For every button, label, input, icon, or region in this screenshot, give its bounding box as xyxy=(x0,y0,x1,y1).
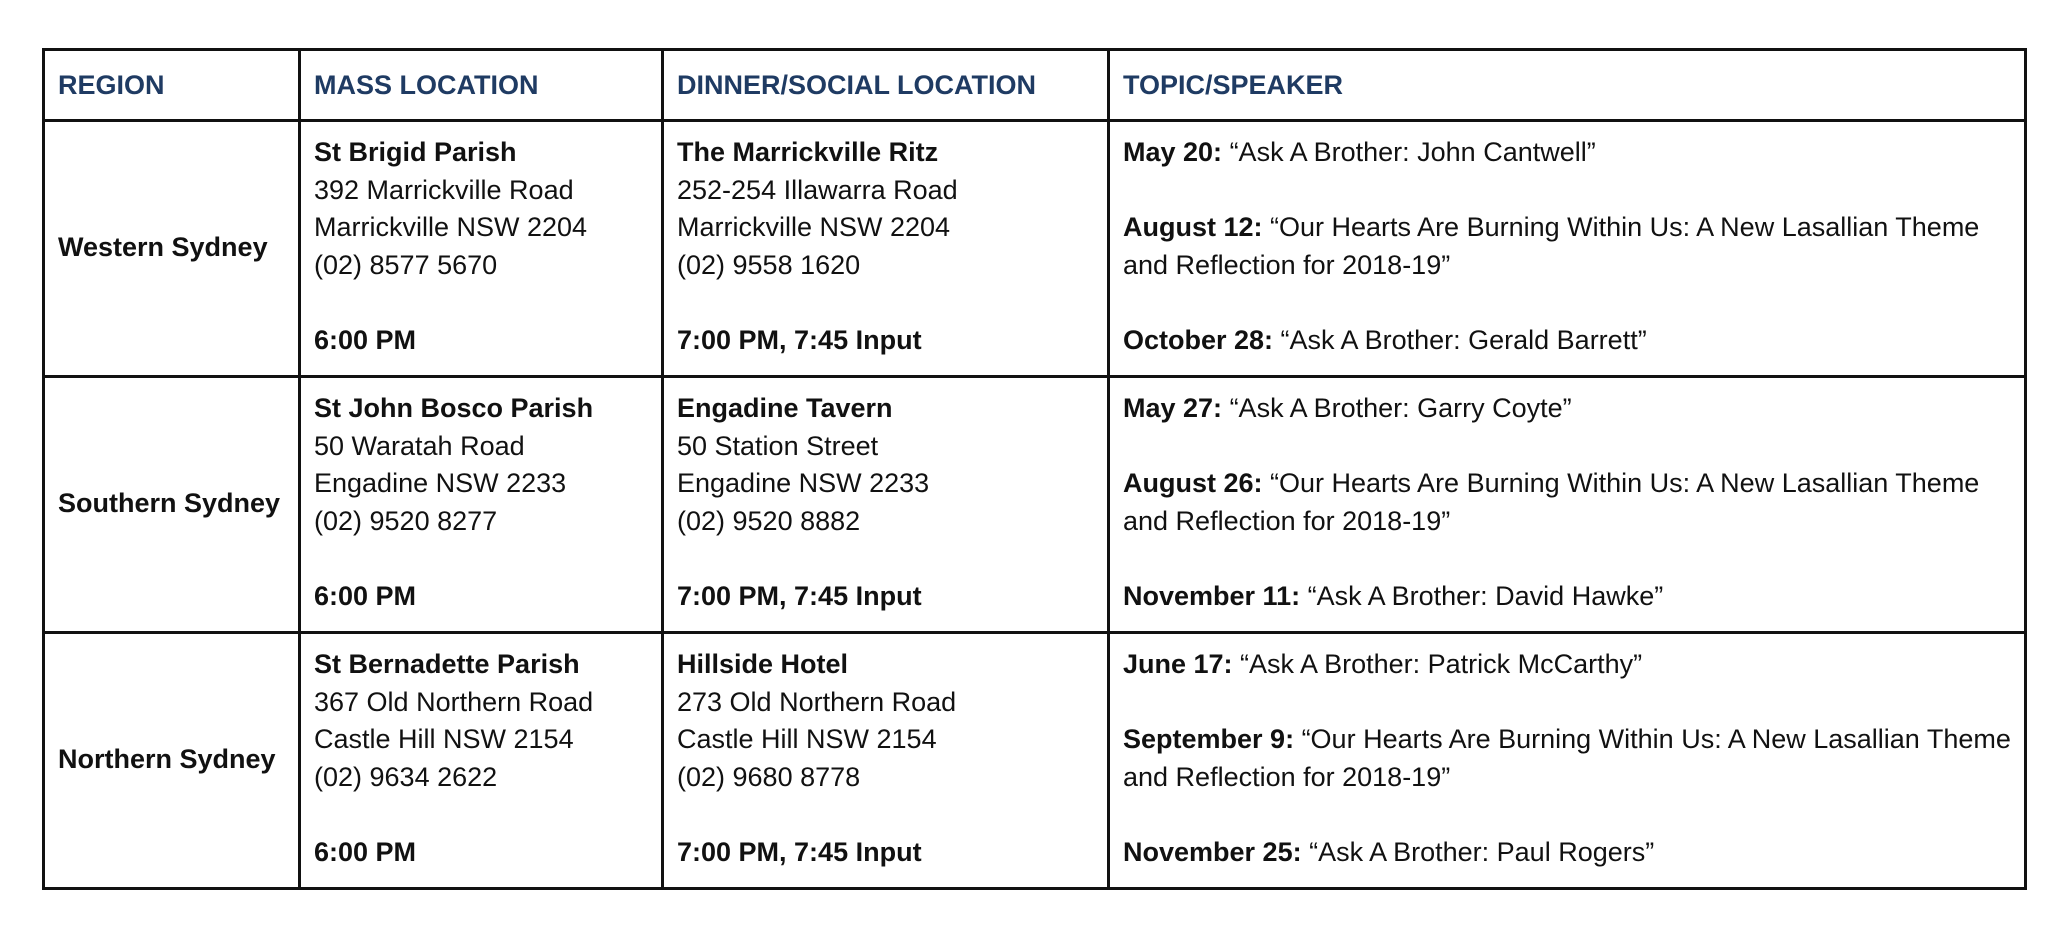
header-region: REGION xyxy=(44,50,300,121)
topic-entry xyxy=(1123,834,2011,872)
table-row xyxy=(44,121,2026,377)
mass-phone: (02) 8577 5670 xyxy=(314,249,498,280)
header-row xyxy=(44,50,2026,121)
topic-date: August 26: xyxy=(1123,468,1263,498)
dinner-address: 50 Station Street xyxy=(677,430,879,461)
topic-date: November 11: xyxy=(1123,580,1301,611)
topic-entry xyxy=(1123,134,2011,172)
mass-time: 6:00 PM xyxy=(314,324,417,355)
dinner-suburb: Marrickville NSW 2204 xyxy=(677,212,951,242)
topic-text: “Ask A Brother: Gerald Barrett” xyxy=(1273,324,1647,355)
region-cell: Western Sydney xyxy=(44,121,300,377)
mass-time: 6:00 PM xyxy=(314,836,417,867)
topic-text: “Ask A Brother: David Hawke” xyxy=(1300,580,1664,611)
mass-suburb: Castle Hill NSW 2154 xyxy=(314,724,574,754)
dinner-time: 7:00 PM, 7:45 Input xyxy=(677,836,922,867)
topic-entry xyxy=(1123,390,2011,428)
mass-location-cell xyxy=(300,121,663,377)
topic-date: June 17: xyxy=(1123,649,1233,679)
topic-speaker-cell xyxy=(1109,633,2026,889)
dinner-location-cell xyxy=(663,377,1109,633)
mass-location-cell xyxy=(300,633,663,889)
mass-phone: (02) 9520 8277 xyxy=(314,505,498,536)
topic-entry xyxy=(1123,465,2011,540)
mass-venue-name: St John Bosco Parish xyxy=(314,393,594,423)
topic-entry xyxy=(1123,578,2011,616)
topic-date: October 28: xyxy=(1123,324,1274,355)
mass-address: 367 Old Northern Road xyxy=(314,686,594,717)
topic-text: “Our Hearts Are Burning Within Us: A New Lasallian Theme and Reflection for 2018-19” xyxy=(1123,468,1980,536)
topic-date: November 25: xyxy=(1123,836,1302,867)
schedule-table xyxy=(42,48,2027,890)
topic-speaker-cell xyxy=(1109,121,2026,377)
mass-phone: (02) 9634 2622 xyxy=(314,761,498,792)
topic-date: May 27: xyxy=(1123,393,1223,423)
topic-speaker-cell xyxy=(1109,377,2026,633)
topic-entry xyxy=(1123,322,2011,360)
dinner-time: 7:00 PM, 7:45 Input xyxy=(677,580,922,611)
topic-date: August 12: xyxy=(1123,212,1263,242)
header-topic-speaker: TOPIC/SPEAKER xyxy=(1109,50,2026,121)
topic-text: “Our Hearts Are Burning Within Us: A New Lasallian Theme and Reflection for 2018-19” xyxy=(1123,212,1980,280)
topic-text: “Ask A Brother: Paul Rogers” xyxy=(1301,836,1655,867)
dinner-address: 252-254 Illawarra Road xyxy=(677,174,958,205)
dinner-suburb: Engadine NSW 2233 xyxy=(677,468,930,498)
mass-time: 6:00 PM xyxy=(314,580,417,611)
topic-entry xyxy=(1123,721,2011,796)
dinner-suburb: Castle Hill NSW 2154 xyxy=(677,724,937,754)
dinner-address: 273 Old Northern Road xyxy=(677,686,957,717)
dinner-location-cell xyxy=(663,633,1109,889)
mass-venue-name: St Bernadette Parish xyxy=(314,649,580,679)
topic-text: “Our Hearts Are Burning Within Us: A New Lasallian Theme and Reflection for 2018-19” xyxy=(1123,724,2011,792)
dinner-location-cell xyxy=(663,121,1109,377)
dinner-phone: (02) 9520 8882 xyxy=(677,505,861,536)
dinner-venue-name: Hillside Hotel xyxy=(677,649,849,679)
dinner-phone: (02) 9680 8778 xyxy=(677,761,861,792)
dinner-venue-name: The Marrickville Ritz xyxy=(677,137,939,167)
topic-text: “Ask A Brother: Patrick McCarthy” xyxy=(1232,649,1643,679)
table-row xyxy=(44,633,2026,889)
topic-entry xyxy=(1123,209,2011,284)
dinner-venue-name: Engadine Tavern xyxy=(677,393,893,423)
mass-address: 50 Waratah Road xyxy=(314,430,525,461)
header-dinner-location: DINNER/SOCIAL LOCATION xyxy=(663,50,1109,121)
region-cell: Northern Sydney xyxy=(44,633,300,889)
mass-suburb: Engadine NSW 2233 xyxy=(314,468,567,498)
table-row xyxy=(44,377,2026,633)
mass-suburb: Marrickville NSW 2204 xyxy=(314,212,588,242)
topic-date: September 9: xyxy=(1123,724,1295,754)
mass-venue-name: St Brigid Parish xyxy=(314,137,517,167)
mass-address: 392 Marrickville Road xyxy=(314,174,574,205)
topic-text: “Ask A Brother: John Cantwell” xyxy=(1222,137,1596,167)
header-mass-location: MASS LOCATION xyxy=(300,50,663,121)
mass-location-cell xyxy=(300,377,663,633)
dinner-phone: (02) 9558 1620 xyxy=(677,249,861,280)
topic-entry xyxy=(1123,646,2011,684)
dinner-time: 7:00 PM, 7:45 Input xyxy=(677,324,922,355)
topic-text: “Ask A Brother: Garry Coyte” xyxy=(1222,393,1572,423)
topic-date: May 20: xyxy=(1123,137,1223,167)
region-cell: Southern Sydney xyxy=(44,377,300,633)
